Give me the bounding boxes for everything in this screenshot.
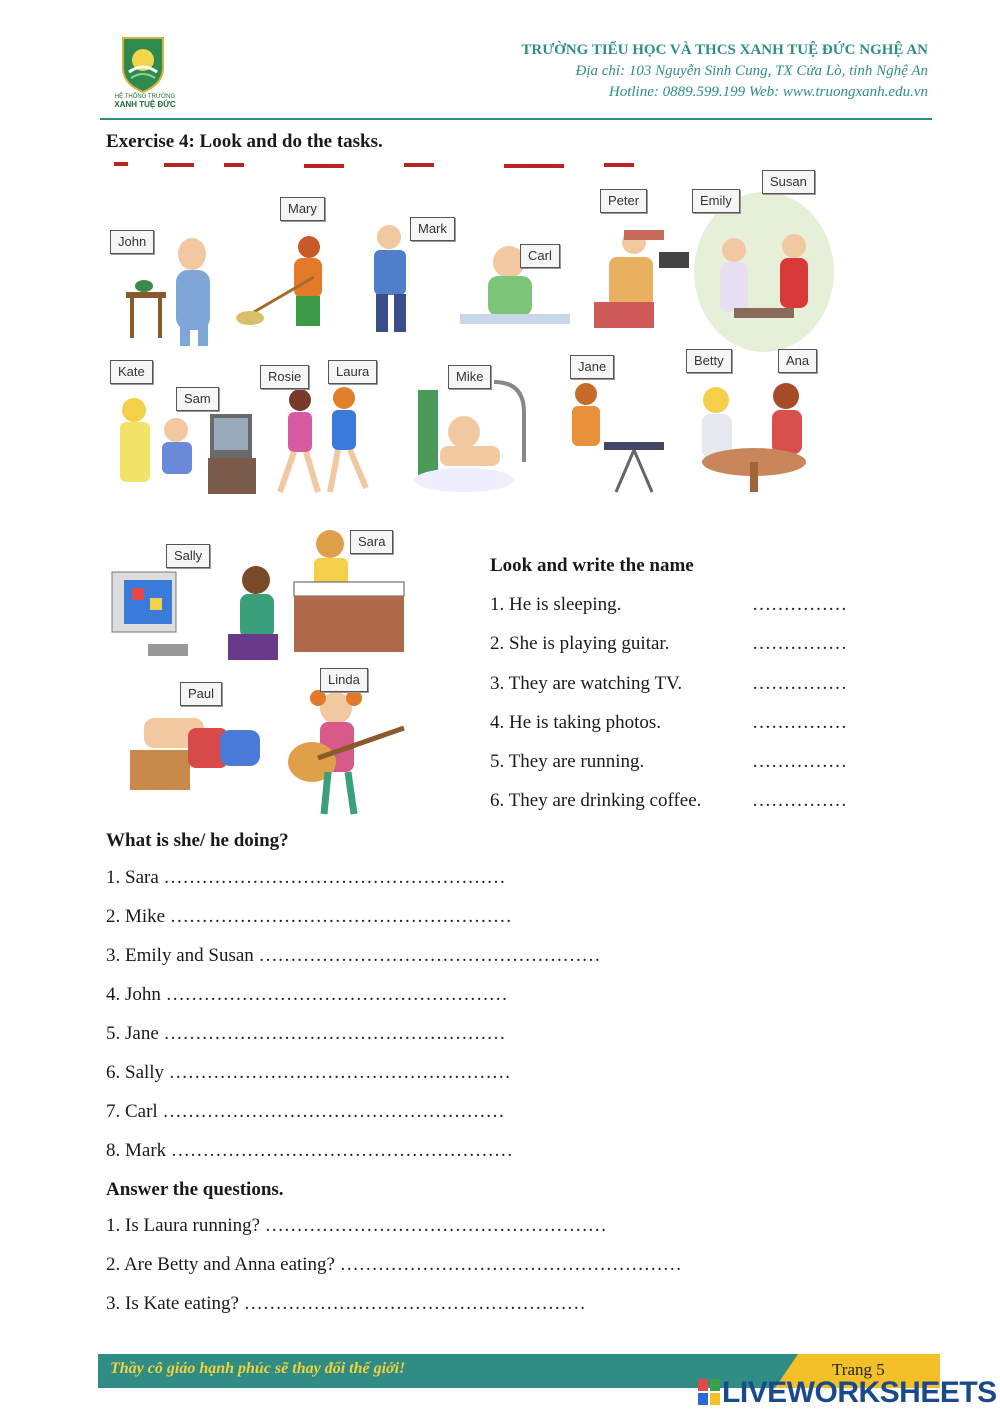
liveworksheets-text: LIVEWORKSHEETS [722, 1376, 997, 1409]
school-info [521, 40, 928, 103]
liveworksheets-logo[interactable] [698, 1376, 997, 1410]
header-divider [100, 118, 932, 120]
answer-blank[interactable]: …………… [752, 633, 847, 654]
doing-item[interactable]: 7. Carl ……………………………………………… [106, 1101, 505, 1122]
school-contact: Hotline: 0889.599.199 Web: www.truongxanh.edu.vn [608, 84, 928, 100]
label-ana: Ana [778, 349, 817, 373]
label-paul: Paul [180, 682, 222, 706]
label-mark: Mark [410, 217, 455, 241]
answer-item[interactable]: 2. Are Betty and Anna eating? ……………………………………………… [106, 1254, 682, 1275]
logo-top-text: HỆ THỐNG TRƯỜNG [114, 94, 176, 100]
doing-item[interactable]: 6. Sally ……………………………………………… [106, 1062, 511, 1083]
doing-item[interactable]: 1. Sara ……………………………………………… [106, 867, 506, 888]
answer-blank[interactable]: …………… [752, 594, 847, 615]
answer-item[interactable]: 3. Is Kate eating? ……………………………………………… [106, 1293, 586, 1314]
answer-blank[interactable]: …………… [752, 790, 847, 811]
label-john: John [110, 230, 154, 254]
label-laura: Laura [328, 360, 377, 384]
look-write-item: 4. He is taking photos. [490, 712, 661, 733]
exercise-title: Exercise 4: Look and do the tasks. [106, 131, 383, 152]
doing-item[interactable]: 5. Jane ……………………………………………… [106, 1023, 506, 1044]
label-linda: Linda [320, 668, 368, 692]
label-mike: Mike [448, 365, 491, 389]
label-sally: Sally [166, 544, 210, 568]
label-rosie: Rosie [260, 365, 309, 389]
label-carl: Carl [520, 244, 560, 268]
answer-blank[interactable]: …………… [752, 751, 847, 772]
label-kate: Kate [110, 360, 153, 384]
doing-item[interactable]: 2. Mike ……………………………………………… [106, 906, 512, 927]
label-emily: Emily [692, 189, 740, 213]
answer-title: Answer the questions. [106, 1179, 284, 1200]
label-betty: Betty [686, 349, 732, 373]
answer-item[interactable]: 1. Is Laura running? ……………………………………………… [106, 1215, 607, 1236]
liveworksheets-icon [698, 1379, 720, 1405]
look-write-item: 5. They are running. [490, 751, 645, 772]
answer-blank[interactable]: …………… [752, 673, 847, 694]
label-peter: Peter [600, 189, 647, 213]
school-address: Địa chỉ: 103 Nguyễn Sinh Cung, TX Cửa Lò, tỉnh Nghệ An [575, 63, 928, 79]
look-write-item: 1. He is sleeping. [490, 594, 622, 615]
label-mary: Mary [280, 197, 325, 221]
logo-caption [100, 93, 190, 109]
doing-item[interactable]: 8. Mark ……………………………………………… [106, 1140, 513, 1161]
activities-picture-2 [104, 522, 414, 822]
doing-item[interactable]: 4. John ……………………………………………… [106, 984, 508, 1005]
school-name: TRƯỜNG TIỂU HỌC VÀ THCS XANH TUỆ ĐỨC NGHỆ AN [521, 42, 928, 58]
label-sara: Sara [350, 530, 393, 554]
look-write-title: Look and write the name [490, 555, 694, 576]
doing-item[interactable]: 3. Emily and Susan ……………………………………………… [106, 945, 601, 966]
look-write-item: 3. They are watching TV. [490, 673, 683, 694]
page-number: Trang 5 [832, 1360, 885, 1379]
logo-bottom-text: XANH TUỆ ĐỨC [114, 100, 176, 109]
label-susan: Susan [762, 170, 815, 194]
label-sam: Sam [176, 387, 219, 411]
look-write-item: 2. She is playing guitar. [490, 633, 670, 654]
footer-slogan: Thầy cô giáo hạnh phúc sẽ thay đổi thế giới! [110, 1360, 406, 1377]
doing-title: What is she/ he doing? [106, 830, 289, 851]
look-write-item: 6. They are drinking coffee. [490, 790, 702, 811]
answer-blank[interactable]: …………… [752, 712, 847, 733]
activities-picture [104, 162, 842, 522]
label-jane: Jane [570, 355, 614, 379]
